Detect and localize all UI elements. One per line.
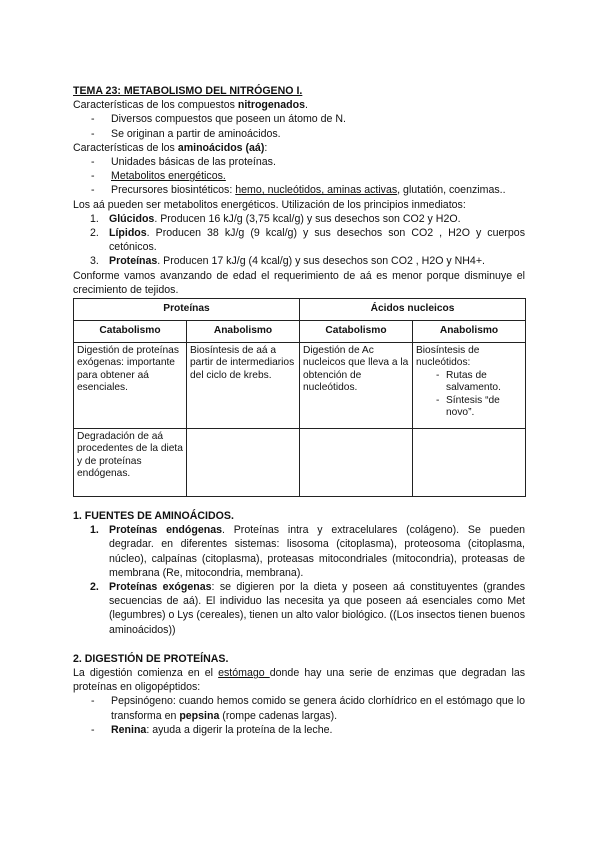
table-cell: Digestión de proteínas exógenas: importante para obtener aá esenciales. [74,343,187,429]
energy-intro: Los aá pueden ser metabolitos energéticos. Utilización de los principios inmediatos: [73,198,466,211]
list-item: - Diversos compuestos que poseen un átomo de N. [73,112,525,126]
table-cell: Biosíntesis de aá a partir de intermediarios del ciclo de krebs. [187,343,300,429]
table-cell-text: Biosíntesis de nucleótidos: [416,345,480,369]
table-header-nucleic-acids: Ácidos nucleicos [300,299,526,321]
numbered-item: 3. Proteínas. Producen 17 kJ/g (4 kcal/g) y sus desechos son CO2 , H2O y NH4+. [90,255,485,268]
numbered-item: 1. Proteínas endógenas. Proteínas intra y extracelulares (colágeno). Se pueden degradar. en diferentes sistemas: lisosoma (citoplasma), proteosoma (citoplasma, núcleo), calpaínas (citoplasma), proteasas mitocondriales (mitocondria), proteasas de membrana (Re, mitocondria, membrana). [90,524,525,579]
energy-outro: Conforme vamos avanzando de edad el requerimiento de aá es menor porque disminuye el crecimiento de tejidos. [73,269,525,296]
nitro-intro: Características de los compuestos nitrogenados. [73,99,308,112]
table-cell: Digestión de Ac nucleicos que lleva a la obtención de nucleótidos. [300,343,413,429]
amino-intro: Características de los aminoácidos (aá): [73,141,268,154]
numbered-item: 1. Glúcidos. Producen 16 kJ/g (3,75 kcal/g) y sus desechos son CO2 y H2O. [90,212,461,225]
section-heading: 1. FUENTES DE AMINOÁCIDOS. [73,510,234,523]
list-item: - Se originan a partir de aminoácidos. [73,127,525,141]
table-cell [413,429,526,497]
numbered-item: 2. Lípidos. Producen 38 kJ/g (9 kcal/g) y sus desechos son CO2 , H2O y cuerpos cetónicos. [90,227,525,254]
table-subheader: Anabolismo [187,321,300,343]
table-cell [413,343,526,429]
list-item: - Pepsinógeno: cuando hemos comido se genera ácido clorhídrico en el estómago que lo transforma en pepsina (rompe cadenas largas). [73,694,525,722]
page-title: TEMA 23: METABOLISMO DEL NITRÓGENO I. [73,85,303,97]
list-item: - Unidades básicas de las proteínas. [73,155,525,169]
table-subheader: Catabolismo [74,321,187,343]
table-cell [187,429,300,497]
list-item: - Rutas de salvamento. [430,370,522,395]
metabolism-table [73,298,526,497]
list-item: - Precursores biosintéticos: hemo, nucleótidos, aminas activas, glutatión, coenzimas.. [73,183,525,197]
list-item: - Metabolitos energéticos. [73,169,525,183]
numbered-item: 2. Proteínas exógenas: se digieren por la dieta y poseen aá constituyentes (grandes secuencias de aá). El individuo las necesita ya que poseen aá esenciales como Met (legumbres) o Lys (cereales), tienen un alto valor biológico. ((Los insectos tienen buenos aminoácidos)) [90,581,526,636]
table-subheader: Catabolismo [300,321,413,343]
table-subheader: Anabolismo [413,321,526,343]
table-header-proteins: Proteínas [74,299,300,321]
table-cell [300,429,413,497]
section-heading: 2. DIGESTIÓN DE PROTEÍNAS. [73,652,229,665]
digestion-intro: La digestión comienza en el estómago donde hay una serie de enzimas que degradan las proteínas en oligopéptidos: [73,667,526,694]
list-item: - Renina: ayuda a digerir la proteína de la leche. [73,723,525,737]
table-cell: Degradación de aá procedentes de la dieta y de proteínas endógenas. [74,429,187,497]
document-page [73,84,525,737]
list-item: - Síntesis “de novo”. [430,395,522,420]
